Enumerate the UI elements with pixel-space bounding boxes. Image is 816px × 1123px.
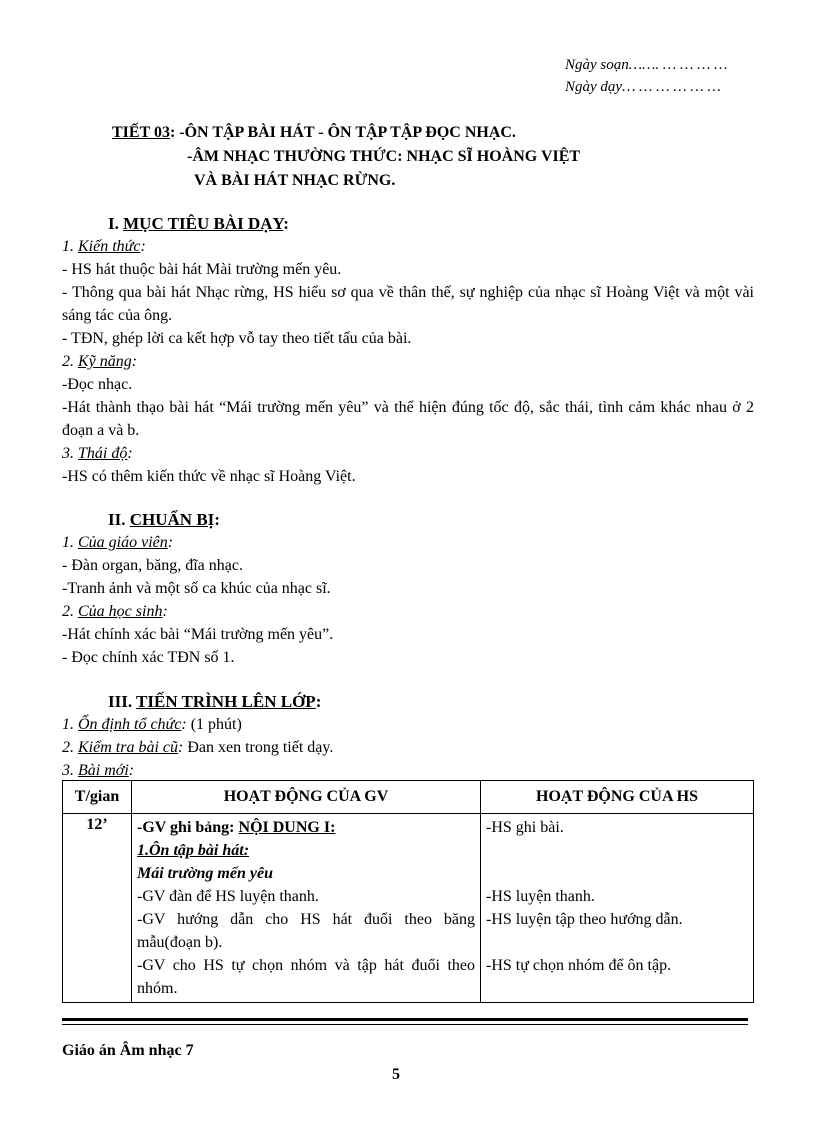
activity-table	[62, 780, 754, 1003]
hs-spacer	[486, 862, 748, 885]
knowledge-item: - TĐN, ghép lời ca kết hợp vỗ tay theo tiết tấu của bài.	[62, 330, 412, 347]
time-cell: 12’	[63, 814, 132, 1003]
procedure-step-3: 3. Bài mới:	[62, 762, 135, 779]
teacher-item: -Tranh ảnh và một số ca khúc của nhạc sĩ.	[62, 580, 331, 597]
gv-line: -GV ghi bảng: NỘI DUNG I:	[137, 819, 336, 836]
page-number: 5	[392, 1066, 400, 1083]
title-line-3: VÀ BÀI HÁT NHẠC RỪNG.	[194, 172, 396, 189]
skill-item: -Hát thành thạo bài hát “Mái trường mến yêu” và thể hiện đúng tốc độ, sắc thái, tình cảm khác nhau ở 2 đoạn a và b.	[62, 399, 754, 439]
student-item: -Hát chính xác bài “Mái trường mến yêu”.	[62, 626, 334, 643]
lesson-title	[112, 121, 580, 193]
section-1-heading: I. MỤC TIÊU BÀI DẠY:	[108, 214, 289, 233]
hs-line: -HS luyện thanh.	[486, 888, 595, 905]
student-activity-cell	[481, 814, 754, 1003]
header-teacher-activity: HOẠT ĐỘNG CỦA GV	[132, 781, 481, 814]
procedure-step-1: 1. Ổn định tổ chức: (1 phút)	[62, 716, 242, 733]
lesson-label: TIẾT 03	[112, 124, 170, 141]
section-objectives	[62, 212, 754, 488]
table-row	[63, 814, 754, 1003]
subheading-student: 2. Của học sinh:	[62, 603, 168, 620]
hs-line: -HS ghi bài.	[486, 819, 564, 836]
gv-line: -GV hướng dẫn cho HS hát đuổi theo băng mẫu(đoạn b).	[137, 911, 475, 951]
attitude-item: -HS có thêm kiến thức về nhạc sĩ Hoàng Việt.	[62, 468, 356, 485]
subheading-knowledge: 1. Kiến thức:	[62, 238, 146, 255]
procedure-step-2: 2. Kiểm tra bài cũ: Đan xen trong tiết dạy.	[62, 739, 334, 756]
knowledge-item: - Thông qua bài hát Nhạc rừng, HS hiểu sơ qua về thân thế, sự nghiệp của nhạc sĩ Hoàng Việt và một vài sáng tác của ông.	[62, 284, 754, 324]
section-procedure	[62, 690, 754, 782]
student-item: - Đọc chính xác TĐN số 1.	[62, 649, 235, 666]
hs-line: -HS tự chọn nhóm để ôn tập.	[486, 957, 672, 974]
header-student-activity: HOẠT ĐỘNG CỦA HS	[481, 781, 754, 814]
header-time: T/gian	[63, 781, 132, 814]
hs-spacer	[486, 931, 748, 954]
gv-line: -GV đàn để HS luyện thanh.	[137, 888, 319, 905]
table-header-row	[63, 781, 754, 814]
subheading-attitude: 3. Thái độ:	[62, 445, 133, 462]
gv-line: -GV cho HS tự chọn nhóm và tập hát đuổi theo nhóm.	[137, 957, 475, 997]
subheading-skills: 2. Kỹ năng:	[62, 353, 138, 370]
title-line-2: -ÂM NHẠC THƯỜNG THỨC: NHẠC SĨ HOÀNG VIỆT	[187, 148, 581, 165]
date-taught: Ngày dạy… … … … … …	[565, 79, 721, 95]
skill-item: -Đọc nhạc.	[62, 376, 133, 393]
title-line-1: : -ÔN TẬP BÀI HÁT - ÔN TẬP TẬP ĐỌC NHẠC.	[169, 124, 516, 141]
section-preparation	[62, 508, 754, 669]
gv-line: Mái trường mến yêu	[137, 865, 273, 882]
teacher-item: - Đàn organ, băng, đĩa nhạc.	[62, 557, 243, 574]
hs-line: -HS luyện tập theo hướng dẫn.	[486, 911, 683, 928]
hs-spacer	[486, 839, 748, 862]
footer-rule-thin	[62, 1024, 748, 1025]
date-prepared: Ngày soạn……. … … … …	[565, 57, 728, 73]
section-2-heading: II. CHUẨN BỊ:	[108, 510, 220, 529]
section-3-heading: III. TIẾN TRÌNH LÊN LỚP:	[108, 692, 322, 711]
footer-rule-thick	[62, 1018, 748, 1021]
knowledge-item: - HS hát thuộc bài hát Mài trường mến yêu.	[62, 261, 342, 278]
subheading-teacher: 1. Của giáo viên:	[62, 534, 174, 551]
date-block	[565, 54, 728, 98]
teacher-activity-cell	[132, 814, 481, 1003]
footer-text: Giáo án Âm nhạc 7	[62, 1042, 194, 1059]
gv-line: 1.Ôn tập bài hát:	[137, 842, 250, 859]
